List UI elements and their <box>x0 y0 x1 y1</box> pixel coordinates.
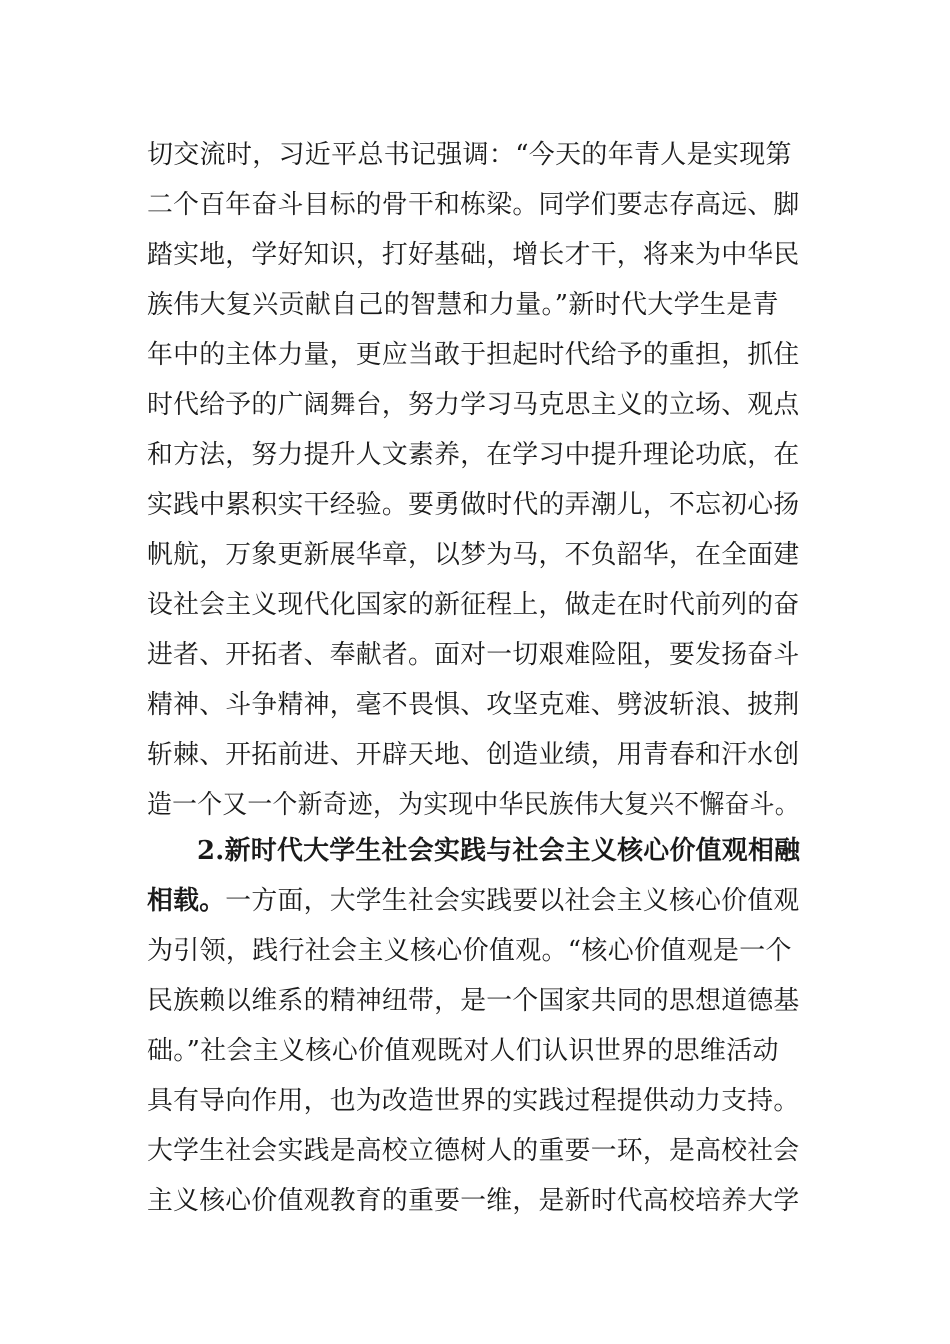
text-line-13: 斩棘、开拓前进、开辟天地、创造业绩，用青春和汗水创 <box>147 740 800 770</box>
section-line-1: 为引领，践行社会主义核心价值观。“核心价值观是一个 <box>147 936 792 966</box>
text-line-10: 设社会主义现代化国家的新征程上，做走在时代前列的奋 <box>147 590 800 620</box>
text-line-7: 和方法，努力提升人文素养，在学习中提升理论功底，在 <box>147 440 800 470</box>
text-line-6: 时代给予的广阔舞台，努力学习马克思主义的立场、观点 <box>147 390 800 420</box>
text-line-4: 族伟大复兴贡献自己的智慧和力量。”新时代大学生是青 <box>147 290 779 320</box>
text-line-9: 帆航，万象更新展华章，以梦为马，不负韶华，在全面建 <box>147 540 800 570</box>
section-line-6: 主义核心价值观教育的重要一维，是新时代高校培养大学 <box>147 1186 800 1216</box>
text-line-5: 年中的主体力量，更应当敢于担起时代给予的重担，抓住 <box>147 340 800 370</box>
text-line-14: 造一个又一个新奇迹，为实现中华民族伟大复兴不懈奋斗。 <box>147 790 800 820</box>
section-heading: 2.新时代大学生社会实践与社会主义核心价值观相融 <box>197 836 801 866</box>
section-heading-continuation <box>147 886 800 916</box>
text-line-3: 踏实地，学好知识，打好基础，增长才干，将来为中华民 <box>147 240 800 270</box>
text-line-12: 精神、斗争精神，毫不畏惧、攻坚克难、劈波斩浪、披荆 <box>147 690 800 720</box>
text-line-1: 切交流时，习近平总书记强调：“今天的年青人是实现第 <box>147 140 792 170</box>
section-line-2: 民族赖以维系的精神纽带，是一个国家共同的思想道德基 <box>147 986 800 1016</box>
section-heading-end: 相载。 <box>147 886 226 916</box>
section-line-5: 大学生社会实践是高校立德树人的重要一环，是高校社会 <box>147 1136 800 1166</box>
section-line-4: 具有导向作用，也为改造世界的实践过程提供动力支持。 <box>147 1086 800 1116</box>
text-line-8: 实践中累积实干经验。要勇做时代的弄潮儿，不忘初心扬 <box>147 490 800 520</box>
section-first-sentence: 一方面，大学生社会实践要以社会主义核心价值观 <box>225 886 800 916</box>
section-line-3: 础。”社会主义核心价值观既对人们认识世界的思维活动 <box>147 1036 779 1066</box>
text-line-11: 进者、开拓者、奉献者。面对一切艰难险阻，要发扬奋斗 <box>147 640 800 670</box>
text-line-2: 二个百年奋斗目标的骨干和栋梁。同学们要志存高远、脚 <box>147 190 800 220</box>
